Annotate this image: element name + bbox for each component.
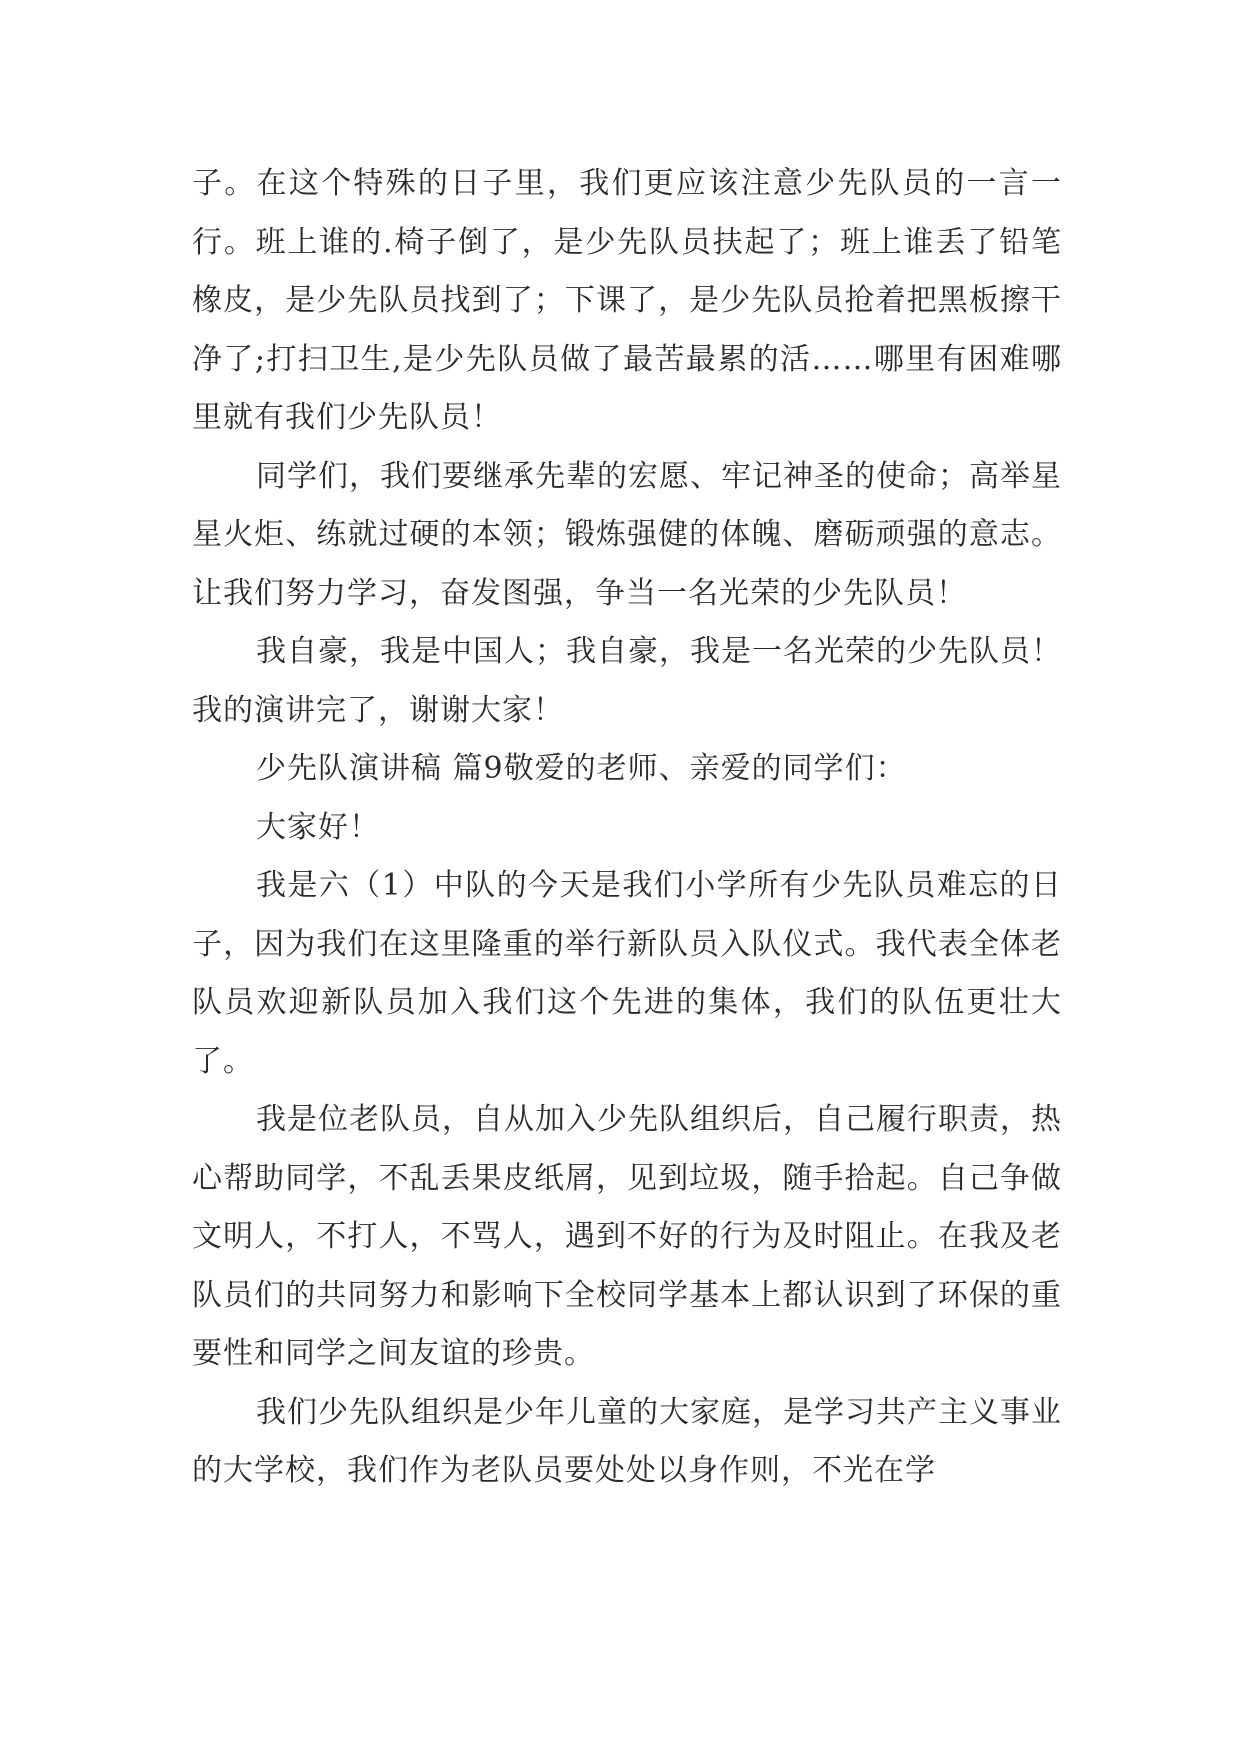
paragraph-6: 我是六（1）中队的今天是我们小学所有少先队员难忘的日子，因为我们在这里隆重的举行新队员入队仪式。我代表全体老队员欢迎新队员加入我们这个先进的集体，我们的队伍更壮大了。 <box>192 868 1062 1079</box>
document-body <box>192 155 1062 1501</box>
paragraph-1: 子。在这个特殊的日子里，我们更应该注意少先队员的一言一行。班上谁的.椅子倒了，是少先队员扶起了；班上谁丢了铅笔橡皮，是少先队员找到了；下课了，是少先队员抢着把黑板擦干净了;打扫卫生,是少先队员做了最苦最累的活……哪里有困难哪里就有我们少先队员！ <box>192 166 1062 435</box>
paragraph-2: 同学们，我们要继承先辈的宏愿、牢记神圣的使命；高举星星火炬、练就过硬的本领；锻炼强健的体魄、磨砺顽强的意志。让我们努力学习，奋发图强，争当一名光荣的少先队员！ <box>192 458 1062 611</box>
paragraph-7: 我是位老队员，自从加入少先队组织后，自己履行职责，热心帮助同学，不乱丢果皮纸屑，见到垃圾，随手拾起。自己争做文明人，不打人，不骂人，遇到不好的行为及时阻止。在我及老队员们的共同努力和影响下全校同学基本上都认识到了环保的重要性和同学之间友谊的珍贵。 <box>192 1102 1062 1371</box>
greeting: 大家好！ <box>256 809 380 845</box>
paragraph-8: 我们少先队组织是少年儿童的大家庭，是学习共产主义事业的大学校，我们作为老队员要处处以身作则，不光在学 <box>192 1394 1062 1488</box>
paragraph-3: 我自豪，我是中国人；我自豪，我是一名光荣的少先队员！我的演讲完了，谢谢大家！ <box>192 634 1062 728</box>
speech-heading: 少先队演讲稿 篇9敬爱的老师、亲爱的同学们： <box>256 751 907 786</box>
